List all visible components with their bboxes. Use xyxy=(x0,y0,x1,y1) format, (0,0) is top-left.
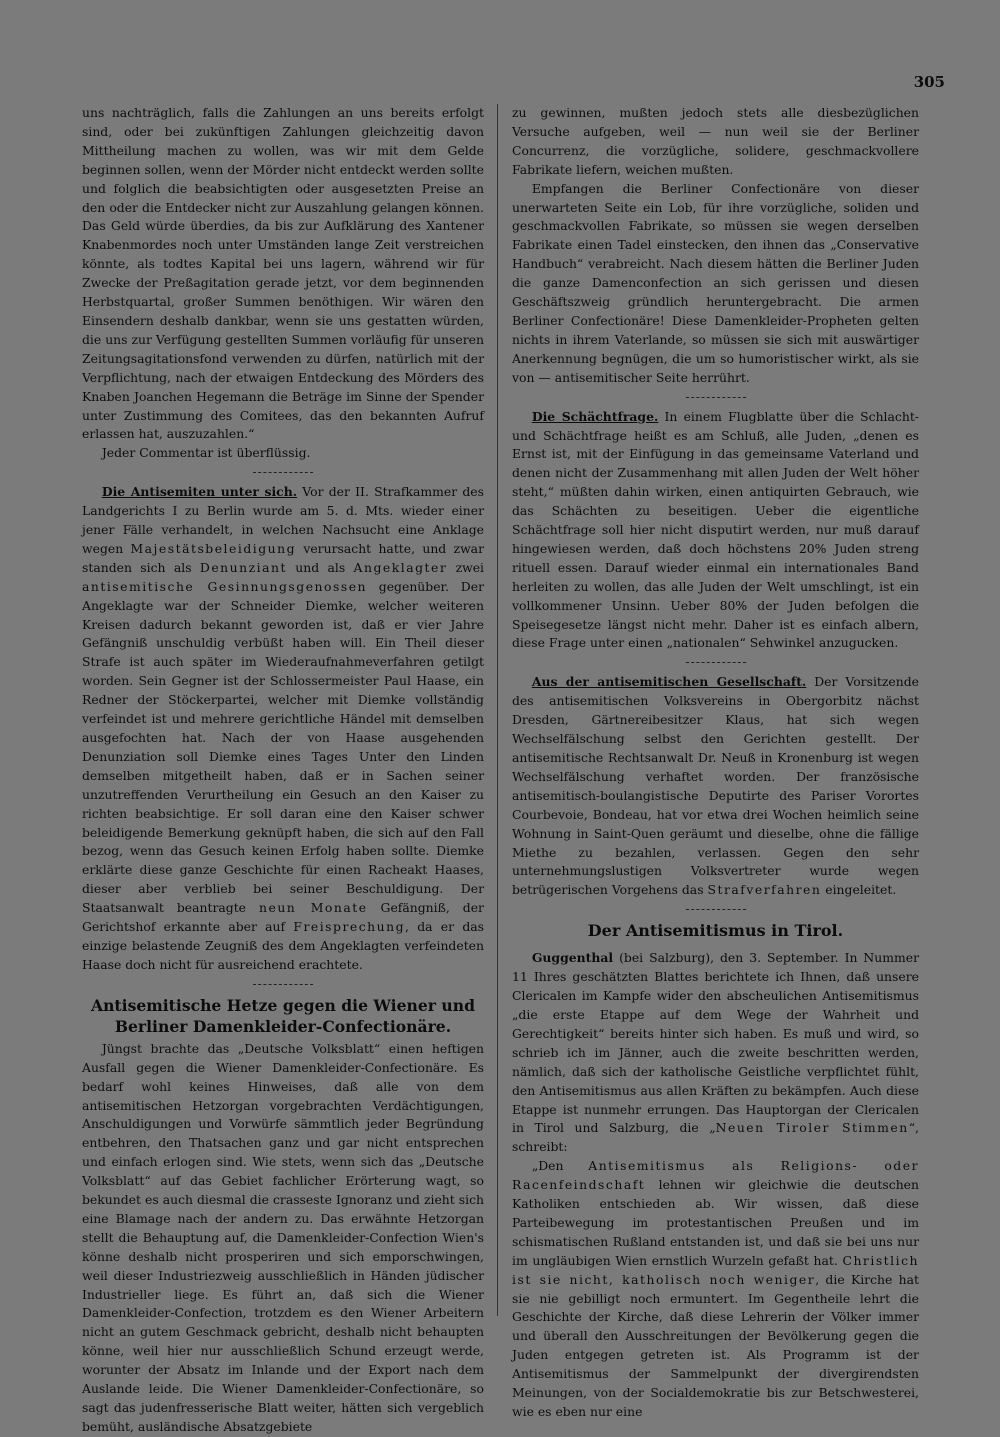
spaced-emphasis: Christlich ist sie nicht, katholisch noch weniger xyxy=(512,1252,919,1287)
spaced-emphasis: Majestätsbeleidigung xyxy=(130,540,297,556)
quotation xyxy=(512,1157,919,1422)
spaced-emphasis: Antisemitismus als Religions- oder Racenfeindschaft xyxy=(512,1158,919,1193)
right-column xyxy=(512,104,919,1422)
text-run: und als xyxy=(286,559,354,575)
section-separator xyxy=(686,909,746,910)
spaced-emphasis: Neuen Tiroler Stimmen xyxy=(715,1120,909,1136)
text-run: lehnen wir gleichwie die deutschen Katholiken entschieden ab. Wir wissen, daß diese Parteibewegung im protestantischen Preußen und im schismatischen Rußland entstanden ist, und daß sie bei uns nur im ungläubigen Wien ernstlich Wurzeln gefaßt hat. xyxy=(512,1177,919,1268)
article-headline: Der Antisemitismus in Tirol. xyxy=(587,921,844,941)
spaced-emphasis: Denunziant xyxy=(199,559,287,575)
article-antisemiten-unter-sich xyxy=(82,483,484,975)
headline-line: Antisemitische Hetze gegen die Wiener und xyxy=(91,995,475,1015)
dateline-place: Guggenthal xyxy=(531,950,614,966)
paragraph: Jeder Commentar ist überflüssig. xyxy=(101,445,311,461)
text-run: “, schreibt: xyxy=(512,1120,919,1155)
article-heading: Die Antisemiten unter sich. xyxy=(101,484,298,500)
text-run: (bei Salzburg), den 3. September. In Nummer 11 Ihres geschätzten Blattes berichtete ich Ihnen, daß unsere Clericalen im Kampfe wider den abscheulichen Antisemitismus „die erste Etappe auf dem Wege der Wahrheit und Gerechtigkeit“ bereits hinter sich haben. Es muß und wird, so schrieb ich im Jänner, auch die zweite beschritten werden, nämlich, daß sich der katholische Geistliche verpflichtet fühlt, den Antisemitismus aus allen Kräften zu bekämpfen. Auch diese Etappe ist nunmehr errungen. Das Hauptorgan der Clericalen in Tirol und Salzburg, die „ xyxy=(512,950,919,1136)
paragraph: uns nachträglich, falls die Zahlungen an uns bereits erfolgt sind, oder bei zukünftigen Zahlungen gleichzeitig davon Mittheilung machen zu wollen, was wir mit dem Gelde beginnen sollen, wenn der Mörder nicht entdeckt werden sollte und folglich die beabsichtigten oder ausgesetzten Preise an den oder die Entdecker nicht zur Auszahlung gelangen können. Das Geld würde überdies, da bis zur Aufklärung des Xantener Knabenmordes noch unter Umständen lange Zeit verstreichen könnte, als todtes Kapital bei uns lagern, während wir für Zwecke der Preßagitation gerade jetzt, vor dem beginnenden Herbstquartal, großer Summen benöthigen. Wir wären den Einsendern deshalb dankbar, wenn sie uns gestatten würden, die uns zur Verfügung gestellten Summen vorläufig für unseren Zeitungsagitationsfond verwenden zu dürfen, natürlich mit der Verpflichtung, nach der etwaigen Entdeckung des Mörders des Knaben Joanchen Hegemann die Beträge im Sinne der Spender unter Zustimmung des Comitees, das den bekannten Aufruf erlassen hat, auszuzahlen.“ xyxy=(82,105,484,442)
paragraph: Jüngst brachte das „Deutsche Volksblatt“ einen heftigen Ausfall gegen die Wiener Damenkleider-Confectionäre. Es bedarf wohl keines Hinweises, daß alle von dem antisemitischen Hetzorgan vorgebrachten Verdächtigungen, Anschuldigungen und Vorwürfe sämmtlich jeder Begründung entbehren, den Thatsachen ganz und gar nicht entsprechen und einfach erlogen sind. Wie stets, wenn sich das „Deutsche Volksblatt“ auf das Gebiet fachlicher Erörterung wagt, so bekundet es auch diesmal die crasseste Ignoranz und zieht sich eine Blamage nach der andern zu. Das erwähnte Hetzorgan stellt die Behauptung auf, die Damenkleider-Confection Wien's könne deshalb nicht prosperiren und sich emporschwingen, weil dieser Industriezweig ausschließlich in Händen jüdischer Industrieller liege. Es führt an, daß sich die Wiener Damenkleider-Confection, trotzdem es den Wiener Arbeitern nicht an gutem Geschmack gebricht, deshalb nicht behaupten könne, weil hier nur ausschließlich Schund erzeugt werde, worunter der Absatz im Inlande und der Export nach dem Auslande leide. Die Wiener Damenkleider-Confectionäre, so sagt das judenfresserische Blatt weiter, hätten sich vergeblich bemüht, ausländische Absatzgebiete xyxy=(82,1040,484,1434)
page-number: 305 xyxy=(913,73,945,91)
article-heading: Aus der antisemitischen Gesellschaft. xyxy=(531,674,807,690)
text-run: Gefängniß, der Gerichtshof erkannte aber auf xyxy=(82,900,484,935)
section-separator xyxy=(686,662,746,663)
text-run: „Den xyxy=(531,1158,589,1174)
text-run: Der Vorsitzende des antisemitischen Volksvereins in Obergorbitz nächst Dresden, Gärtnereibesitzer Klaus, hat sich wegen Wechselfälschung selbst den Gerichten gestellt. Der antisemitische Rechtsanwalt Dr. Neuß in Kronenburg ist wegen Wechselfälschung verhaftet worden. Der französische antisemitisch-boulangistische Deputirte des Pariser Vorortes Courbevoie, Bondeau, hat vor etwa drei Wochen heimlich seine Wohnung in Saint-Quen geräumt und dieselbe, ohne die fällige Miethe zu bezahlen, verlassen. Gegen den sehr unternehmungslustigen Volksvertreter wurde wegen betrügerischen Vorgehens das xyxy=(512,674,919,898)
paragraph: Empfangen die Berliner Confectionäre von dieser unerwarteten Seite ein Lob, für ihre vorzügliche, soliden und geschmackvollen Fabrikate, so müssen sie wegen derselben Fabrikate einen Tadel einstecken, den ihnen das „Conservative Handbuch“ verabreicht. Nach diesem hätten die Berliner Juden die ganze Damenconfection an sich gerissen und diesen Geschäftszweig gründlich heruntergebracht. Die armen Berliner Confectionäre! Diese Damenkleider-Propheten gelten nichts in ihrem Vaterlande, so müssen sie sich mit auswärtiger Anerkennung begnügen, die um so humoristischer wirkt, als sie von — antisemitischer Seite herrührt. xyxy=(512,180,919,385)
headline-line: Berliner Damenkleider-Confectionäre. xyxy=(114,1016,452,1036)
article-antisemitische-gesellschaft xyxy=(512,673,919,900)
left-column xyxy=(82,104,484,1437)
paragraph: zu gewinnen, mußten jedoch stets alle diesbezüglichen Versuche aufgeben, weil — nun weil sie der Berliner Concurrenz, die vorzügliche, solidere, geschmackvollere Fabrikate liefern, weichen mußten. xyxy=(512,105,919,177)
article-heading: Die Schächtfrage. xyxy=(531,408,659,424)
section-separator xyxy=(686,397,746,398)
article-tirol xyxy=(512,949,919,1157)
text-run: zwei xyxy=(447,559,485,575)
spaced-emphasis: Freisprechung xyxy=(293,919,406,935)
text-run: gegenüber. Der Angeklagte war der Schneider Diemke, welcher weiteren Kreisen dadurch bekannt geworden ist, daß er vier Jahre Gefängniß unschuldig verbüßt haben will. Ein Theil dieser Strafe ist auch später im Wiederaufnahmeverfahren getilgt worden. Sein Gegner ist der Schlossermeister Paul Haase, ein Redner der Stöckerpartei, welcher mit Diemke vollständig verfeindet ist und mehrere gerichtliche Händel mit demselben ausgefochten hat. Nach der von Haase ausgehenden Denunziation soll Diemke eines Tages Unter den Linden demselben mitgetheilt haben, daß er in Sachen seiner unzutreffenden Verurtheilung ein Gesuch an den Kaiser zu richten beabsichtige. Er soll daran eine den Kaiser schwer beleidigende Bemerkung geknüpft haben, die sich auf den Fall bezog, wenn das Gesuch keinen Erfolg haben sollte. Diemke erklärte diese ganze Geschichte für einen Racheakt Haases, dieser aber verblieb bei seiner Beschuldigung. Der Staatsanwalt beantragte xyxy=(82,578,484,916)
text-run: , die Kirche hat sie nie gebilligt noch ermuntert. Im Gegentheile lehrt die Geschichte der Kirche, daß diese Lehrerin der Völker immer und überall den Ausschreitungen der Bevölkerung gegen die Juden entgegen getreten ist. Als Programm ist der Antisemitismus der Sammelpunkt der divergirendsten Meinungen, von der Socialdemokratie bis zur Betschwesterei, wie es eben nur eine xyxy=(512,1271,919,1419)
text-run: In einem Flugblatte über die Schlacht- und Schächtfrage heißt es am Schluß, alle Juden, „denen es Ernst ist, mit der Einfügung in das gemeinsame Vaterland und denen nicht der Zusammenhang mit allen Juden der Welt höher steht,“ müßten dahin wirken, einen antiquirten Gebrauch, wie das Schächten zu beseitigen. Ueber die eigentliche Schächtfrage soll hier nicht disputirt werden, nur muß darauf hingewiesen werden, daß doch höchstens 20% Juden streng rituell essen. Darauf wieder einmal ein internationales Band herleiten zu wollen, das alle Juden der Welt umschlingt, ist ein vollkommener Unsinn. Ueber 80% der Juden befolgen die Speisegesetze längst nicht mehr. Daher ist es einfach albern, diese Frage unter einen „nationalen“ Sehwinkel anzugucken. xyxy=(512,408,919,651)
article-headline xyxy=(82,995,484,1037)
spaced-emphasis: Angeklagter xyxy=(353,559,448,575)
spaced-emphasis: neun Monate xyxy=(259,900,368,916)
article-schaechtfrage xyxy=(512,408,919,654)
text-run: , da er das einzige belastende Zeugniß des dem Angeklagten verfeindeten Haase doch nicht für ausreichend erachtete. xyxy=(82,919,484,972)
text-run: eingeleitet. xyxy=(821,882,897,898)
text-run: verursacht hatte, und zwar standen sich als xyxy=(82,540,484,575)
spaced-emphasis: Strafverfahren xyxy=(707,882,822,898)
column-divider xyxy=(497,104,498,1316)
section-separator xyxy=(253,472,313,473)
text-run: Vor der II. Strafkammer des Landgerichts I zu Berlin wurde am 5. d. Mts. wieder einer jener Fälle verhandelt, in welchen Nachsucht eine Anklage wegen xyxy=(82,484,484,556)
spaced-emphasis: antisemitische Gesinnungsgenossen xyxy=(82,578,368,594)
section-separator xyxy=(253,984,313,985)
